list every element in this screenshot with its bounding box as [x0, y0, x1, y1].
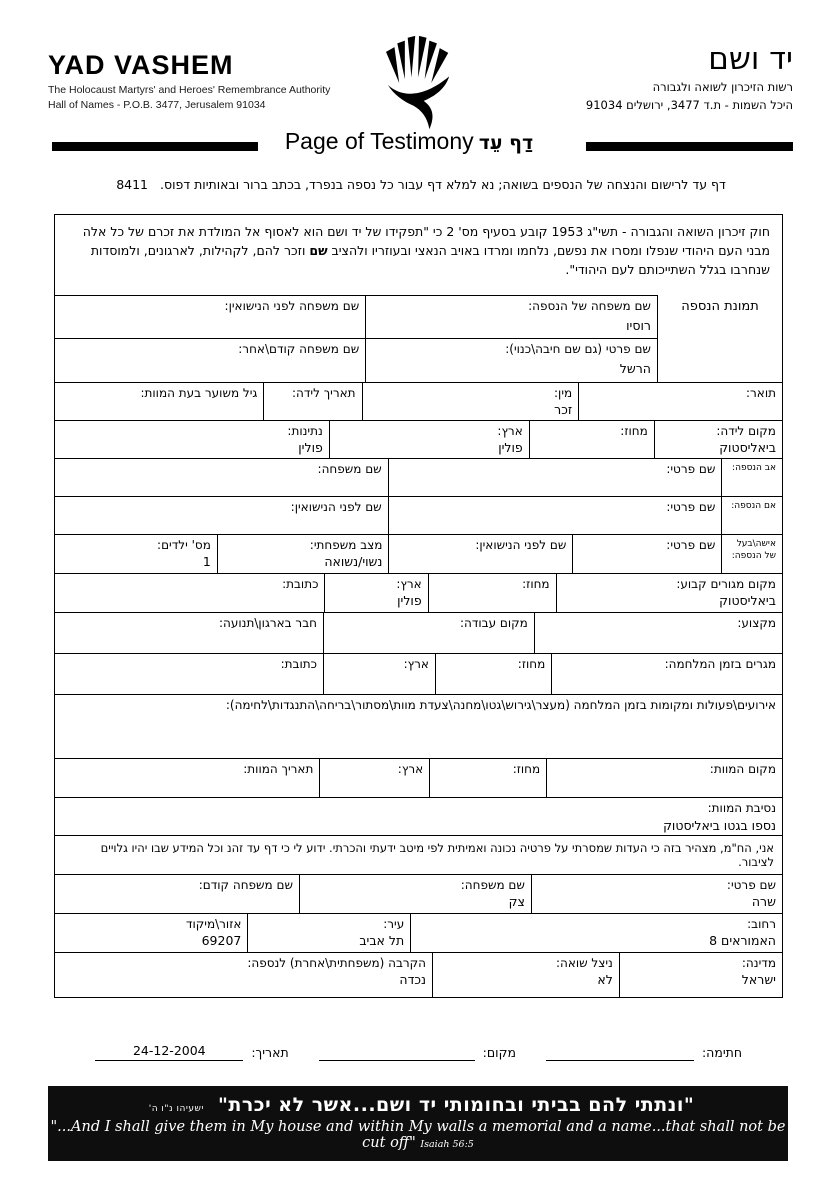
row-submitter-address — [55, 913, 782, 952]
photo-label: תמונת הנספה — [681, 299, 759, 314]
maiden-name-label: שם משפחה לפני הנישואין: — [224, 299, 360, 313]
field-marital-status — [218, 535, 390, 573]
field-gender — [363, 383, 580, 420]
submitter-city-label: עיר: — [383, 917, 405, 931]
law-paragraph — [55, 215, 782, 295]
field-title — [579, 383, 782, 420]
row-death-place — [55, 758, 782, 797]
row-declaration — [55, 835, 782, 874]
birth-district-label: מחוז: — [620, 424, 648, 438]
victim-first-name-label: שם פרטי (גם שם חיבה\כנוי): — [505, 342, 651, 356]
banner-hebrew-quote: "ונתתי להם בביתי ובחומותי יד ושם...אשר לא יכרת" — [217, 1094, 695, 1116]
spouse-maiden-name-label: שם לפני הנישואין: — [475, 538, 567, 552]
mother-first-name-label: שם פרטי: — [666, 500, 716, 514]
banner-hebrew-source: ישעיהו נ"ו ה' — [148, 1104, 204, 1114]
gender-value: זכר — [554, 402, 573, 417]
father-section-label-cell — [722, 459, 782, 496]
page-title-english: Page of Testimony — [284, 128, 474, 154]
row-first-name — [55, 338, 657, 382]
submitter-surname-value: צק — [508, 894, 525, 909]
field-residence-district — [429, 574, 557, 612]
field-estimated-age — [55, 383, 264, 420]
header-subtitle-he-1: רשות הזיכרון לשואה ולגבורה — [652, 80, 793, 95]
memorial-quote-banner — [48, 1086, 788, 1161]
workplace-label: מקום עבודה: — [459, 616, 528, 630]
residence-district-label: מחוז: — [522, 577, 550, 591]
mother-maiden-name-label: שם לפני הנישואין: — [290, 500, 382, 514]
birth-place-value: ביאליסטוק — [719, 440, 776, 455]
law-text-bold: שם — [309, 242, 328, 258]
victim-first-name-value: הרשל — [619, 361, 651, 376]
row-spouse — [55, 534, 782, 573]
signature-line — [546, 1043, 694, 1061]
banner-english-quote: "...And I shall give them in My house and within My walls a memorial and a name...that shall not be cut off" — [50, 1119, 786, 1151]
mother-section-label: אם הנספה: — [731, 501, 776, 511]
row-residence — [55, 573, 782, 612]
field-wartime-address — [55, 654, 324, 694]
death-country-label: ארץ: — [397, 762, 424, 776]
law-text-part1: חוק זיכרון השואה והגבורה - תשי"ג 1953 קובע בסעיף מס' 2 כי "תפקידו של יד ושם הוא לאסוף אל המולדת את זכרם של כל אלה מבני העם היהודי שנפלו ומסרו את נפשם, נלחמו ומרדו באויב הנאצי ובעוזריו ולהציב — [82, 224, 770, 258]
field-wartime-residence — [552, 654, 782, 694]
date-label: תאריך: — [251, 1045, 289, 1060]
mother-section-label-cell — [722, 497, 782, 534]
row-death-circumstances — [55, 797, 782, 835]
wartime-district-label: מחוז: — [517, 657, 546, 671]
signature-row — [50, 1043, 742, 1061]
row-profession — [55, 612, 782, 653]
submitter-previous-surname-label: שם משפחה קודם: — [198, 878, 293, 892]
submitter-country-label: מדינה: — [741, 956, 776, 970]
field-residence-country — [325, 574, 428, 612]
field-spouse-first-name — [573, 535, 722, 573]
father-surname-label: שם משפחה: — [317, 462, 382, 476]
holocaust-survivor-value: לא — [597, 972, 613, 987]
field-death-circumstances — [55, 798, 782, 835]
children-count-value: 1 — [202, 554, 211, 569]
spouse-section-label-cell — [722, 535, 782, 573]
yad-vashem-title-en: YAD VASHEM — [48, 50, 234, 80]
row-father — [55, 458, 782, 496]
submitter-city-value: תל אביב — [359, 933, 405, 948]
row-submitter-country — [55, 952, 782, 997]
father-first-name-label: שם פרטי: — [666, 462, 716, 476]
field-submitter-zip — [55, 914, 248, 952]
father-section-label: אב הנספה: — [732, 463, 776, 473]
organization-label: חבר בארגון\תנועה: — [219, 616, 317, 630]
banner-english-line — [48, 1119, 788, 1151]
holocaust-survivor-label: ניצל שואה: — [555, 956, 613, 970]
field-birth-district — [530, 421, 655, 458]
field-mother-maiden-name — [55, 497, 389, 534]
field-submitter-city — [248, 914, 411, 952]
field-submitter-street — [411, 914, 782, 952]
submitter-country-value: ישראל — [741, 972, 776, 987]
relation-label: הקרבה (משפחתית\אחרת) לנספה: — [247, 956, 427, 970]
field-workplace — [324, 613, 535, 653]
victim-surname-label: שם משפחה של הנספה: — [528, 299, 651, 313]
citizenship-value: פולין — [298, 440, 323, 455]
declaration-text: אני, הח"מ, מצהיר בזה כי העדות שמסרתי על פרטיה נכונה ואמיתית לפי מיטב ידעתי והכרתי. ידוע לי כי דף עד זהנ וכל המידע שבו יהיו גלויים לציבור. — [100, 841, 774, 869]
residence-country-value: פולין — [397, 593, 422, 608]
field-father-first-name — [389, 459, 723, 496]
field-death-place — [547, 759, 782, 797]
field-death-date — [55, 759, 320, 797]
relation-value: נכדה — [399, 972, 427, 987]
children-count-label: מס' ילדים: — [157, 538, 211, 552]
header-subtitle-en-2: Hall of Names - P.O.B. 3477, Jerusalem 91034 — [48, 99, 266, 111]
submitter-first-name-value: שרה — [751, 894, 776, 909]
form-number: 8411 — [116, 177, 148, 192]
wartime-events-label: אירועים\פעולות ומקומות בזמן המלחמה (מעצר\גירוש\גטו\מחנה\צעדת מוות\מסתור\בריחה\התנגדות\לחימה): — [225, 698, 776, 712]
field-victim-first-name — [366, 339, 657, 382]
gender-label: מין: — [554, 386, 573, 400]
spouse-section-label-line2: של הנספה: — [731, 551, 776, 562]
permanent-residence-label: מקום מגורים קבוע: — [676, 577, 776, 591]
victim-photo-cell — [657, 295, 782, 382]
place-line — [319, 1043, 475, 1061]
birth-country-label: ארץ: — [497, 424, 523, 438]
spouse-section-label-line1: אישה\בעל — [736, 539, 776, 549]
field-maiden-name — [55, 296, 366, 338]
submitter-first-name-label: שם פרטי: — [726, 878, 776, 892]
submitter-street-value: האמוראים 8 — [709, 933, 776, 948]
field-birth-date — [264, 383, 362, 420]
field-wartime-district — [436, 654, 552, 694]
submitter-street-label: רחוב: — [747, 917, 776, 931]
law-text-part2: וזכר להם, לקהילות, לארגונים, ולמוסדות שנחרבו בגלל השתייכותם לעם היהודי". — [90, 242, 770, 277]
instruction-text: דף עד לרישום והנצחה של הנספים בשואה; נא למלא דף עבור כל נספה בנפרד, בכתב ברור ובאותיות דפוס. — [159, 177, 726, 192]
death-place-label: מקום המוות: — [709, 762, 776, 776]
field-father-surname — [55, 459, 389, 496]
field-submitter-surname — [300, 875, 532, 913]
spouse-first-name-label: שם פרטי: — [666, 538, 716, 552]
death-circumstances-value: נספו בגטו ביאליסטוק — [663, 818, 776, 833]
residence-country-label: ארץ: — [396, 577, 422, 591]
declaration-cell — [55, 836, 782, 874]
victim-surname-value: רוסיו — [626, 318, 651, 333]
date-line: 24-12-2004 — [95, 1043, 243, 1061]
previous-surname-label: שם משפחה קודם\אחר: — [238, 342, 360, 356]
banner-english-source: Isaiah 56:5 — [420, 1139, 474, 1150]
field-submitter-first-name — [532, 875, 782, 913]
wartime-country-label: ארץ: — [403, 657, 429, 671]
birth-place-label: מקום לידה: — [716, 424, 776, 438]
death-date-label: תאריך המוות: — [243, 762, 314, 776]
field-profession — [535, 613, 782, 653]
names-and-photo-section — [55, 295, 782, 382]
yad-vashem-title-he: יד ושם — [708, 41, 793, 77]
citizenship-label: נתינות: — [287, 424, 323, 438]
permanent-residence-value: ביאליסטוק — [719, 593, 776, 608]
place-label: מקום: — [482, 1045, 516, 1060]
title-label: תואר: — [745, 386, 776, 400]
marital-status-label: מצב משפחתי: — [309, 538, 383, 552]
header-english — [48, 50, 330, 111]
yad-vashem-menorah-logo — [386, 34, 452, 136]
header-subtitle-en-1: The Holocaust Martyrs' and Heroes' Remembrance Authority — [48, 84, 331, 96]
field-wartime-country — [324, 654, 436, 694]
field-victim-surname — [366, 296, 657, 338]
field-children-count — [55, 535, 218, 573]
residence-address-label: כתובת: — [282, 577, 319, 591]
header-subtitle-he-2: היכל השמות - ת.ד 3477, ירושלים 91034 — [585, 98, 793, 113]
field-previous-surname — [55, 339, 366, 382]
row-title-gender — [55, 382, 782, 420]
field-spouse-maiden-name — [389, 535, 573, 573]
row-mother — [55, 496, 782, 534]
signature-label: חתימה: — [701, 1045, 742, 1060]
field-relation-to-victim — [55, 953, 433, 997]
death-circumstances-label: נסיבת המוות: — [707, 801, 776, 815]
birth-date-label: תאריך לידה: — [291, 386, 356, 400]
row-submitter-name — [55, 874, 782, 913]
names-rows — [55, 295, 657, 382]
birth-country-value: פולין — [498, 440, 523, 455]
field-death-district — [430, 759, 547, 797]
profession-label: מקצוע: — [737, 616, 776, 630]
field-permanent-residence — [557, 574, 782, 612]
estimated-age-label: גיל משוער בעת המוות: — [140, 386, 258, 400]
field-submitter-country — [620, 953, 782, 997]
header-hebrew — [586, 42, 793, 112]
field-citizenship — [55, 421, 330, 458]
field-mother-first-name — [389, 497, 723, 534]
submitter-zip-value: 69207 — [201, 933, 242, 948]
submitter-surname-label: שם משפחה: — [460, 878, 525, 892]
field-submitter-previous-surname — [55, 875, 300, 913]
testimony-form-table — [54, 214, 783, 998]
field-wartime-events — [55, 695, 782, 758]
field-organization — [55, 613, 324, 653]
marital-status-value: נשוי/נשואה — [324, 554, 383, 569]
page-title-hebrew: דַף עֵד — [478, 132, 534, 154]
row-surname — [55, 296, 657, 338]
field-birth-country — [330, 421, 530, 458]
submitter-zip-label: אזור\מיקוד — [185, 917, 242, 931]
death-district-label: מחוז: — [512, 762, 541, 776]
wartime-residence-label: מגרים בזמן המלחמה: — [664, 657, 776, 671]
instruction-line — [0, 177, 834, 192]
field-birth-place — [655, 421, 782, 458]
page-title — [0, 128, 834, 155]
row-wartime-residence — [55, 653, 782, 694]
row-wartime-events — [55, 694, 782, 758]
field-death-country — [320, 759, 430, 797]
banner-hebrew-line — [48, 1094, 788, 1116]
row-birth-place — [55, 420, 782, 458]
field-residence-address — [55, 574, 325, 612]
wartime-address-label: כתובת: — [280, 657, 317, 671]
field-holocaust-survivor — [433, 953, 620, 997]
